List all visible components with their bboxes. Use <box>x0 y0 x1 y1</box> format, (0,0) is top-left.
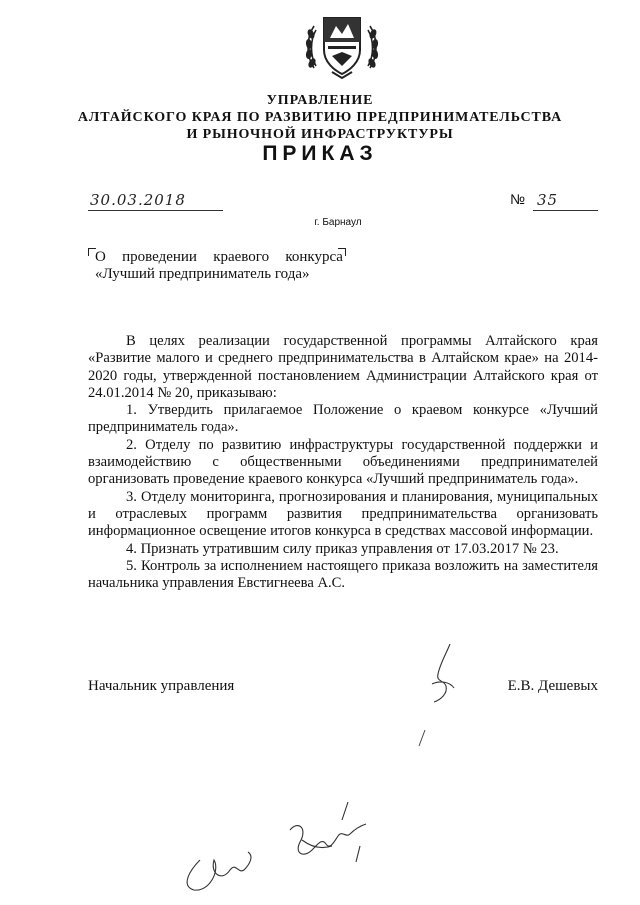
org-name-line3: И РЫНОЧНОЙ ИНФРАСТРУКТУРЫ <box>186 127 454 142</box>
date-field <box>88 190 223 211</box>
handwritten-date: 30.03.2018 <box>90 191 186 209</box>
signatory-position: Начальник управления <box>88 678 235 694</box>
body-paragraph: 2. Отделу по развитию инфраструктуры государственной поддержки и взаимодействию с общественными объединениями предпринимателей организовать проведение краевого конкурса «Лучший предприниматель года». <box>88 436 598 488</box>
order-body <box>88 333 598 592</box>
org-name-line2: АЛТАЙСКОГО КРАЯ ПО РАЗВИТИЮ ПРЕДПРИНИМАТЕЛЬСТВА <box>77 110 563 125</box>
subject-line1 <box>95 249 343 266</box>
order-subject <box>95 249 343 283</box>
document-title: ПРИКАЗ <box>262 142 378 165</box>
visa-signature-icon <box>170 800 390 900</box>
body-paragraph: 5. Контроль за исполнением настоящего приказа возложить на заместителя начальника управления Евстигнеева А.С. <box>88 557 598 592</box>
subject-word: конкурса <box>285 249 343 265</box>
org-name-line1: УПРАВЛЕНИЕ <box>266 93 374 108</box>
body-paragraph: 3. Отделу мониторинга, прогнозирования и планирования, муниципальных и отраслевых программ развития предпринимательства организовать информационное освещение итогов конкурса в средствах массовой информации. <box>88 488 598 540</box>
number-field <box>533 190 598 211</box>
coat-of-arms-icon <box>302 8 382 80</box>
body-paragraph: В целях реализации государственной программы Алтайского края «Развитие малого и среднего предпринимательства в Алтайском крае» на 2014-2020 годы, утвержденной постановлением Администрации Алтайского края от 24.01.2014 № 20, приказываю: <box>88 333 598 401</box>
city: г. Барнаул <box>314 217 362 228</box>
signatory-name: Е.В. Дешевых <box>507 678 598 694</box>
number-label: № <box>510 191 526 207</box>
handwritten-number: 35 <box>537 191 559 209</box>
subject-word: проведении <box>122 249 197 265</box>
subject-word: О <box>95 249 106 265</box>
subject-word: краевого <box>213 249 270 265</box>
signature-icon <box>410 640 470 710</box>
body-paragraph: 4. Признать утратившим силу приказ управления от 17.03.2017 № 23. <box>126 540 559 557</box>
pen-stroke-icon <box>415 728 429 748</box>
body-paragraph: 1. Утвердить прилагаемое Положение о краевом конкурсе «Лучший предприниматель года». <box>88 402 598 436</box>
subject-line2: «Лучший предприниматель года» <box>95 266 310 282</box>
